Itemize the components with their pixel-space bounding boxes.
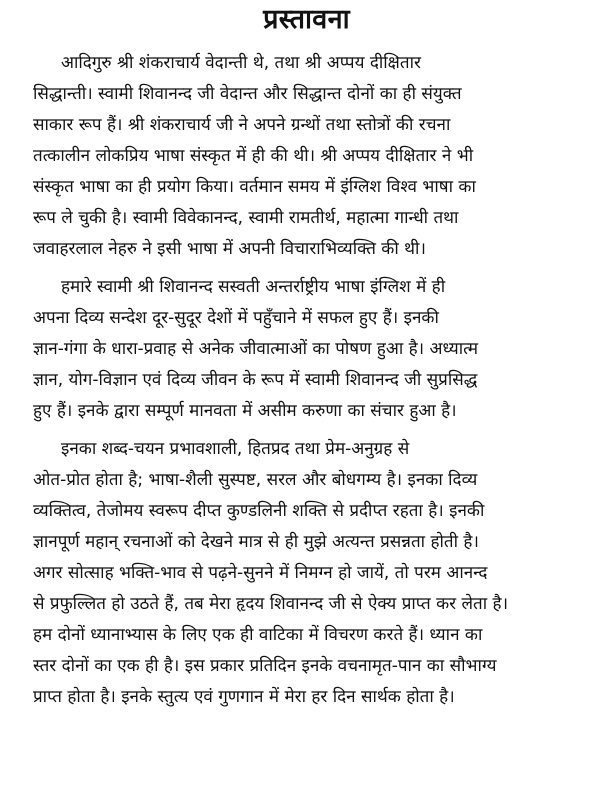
text-line: आदिगुरु श्री शंकराचार्य वेदान्ती थे, तथा श्री अप्पय दीक्षितार	[61, 53, 421, 73]
text-line: ज्ञान-गंगा के धारा-प्रवाह से अनेक जीवात्माओं का पोषण हुआ है। अध्यात्म	[33, 339, 479, 359]
text-line: से प्रफुल्लित हो उठते हैं, तब मेरा हृदय शिवानन्द जी से ऐक्य प्राप्त कर लेता है।	[33, 594, 509, 614]
paragraph-3	[33, 434, 580, 713]
text-line: अगर सोत्साह भक्ति-भाव से पढ़ने-सुनने में निमग्न हो जायें, तो परम आनन्द	[33, 563, 488, 583]
text-line: हमारे स्वामी श्री शिवानन्द सस्वती अन्तर्राष्ट्रीय भाषा इंग्लिश में ही	[61, 277, 446, 297]
text-line: हम दोनों ध्यानाभ्यास के लिए एक ही वाटिका में विचरण करते हैं। ध्यान का	[33, 625, 483, 645]
text-line: संस्कृत भाषा का ही प्रयोग किया। वर्तमान समय में इंग्लिश विश्व भाषा का	[33, 177, 476, 197]
text-line: तत्कालीन लोकप्रिय भाषा संस्कृत में ही की थी। श्री अप्पय दीक्षितार ने भी	[33, 146, 474, 166]
text-line: जवाहरलाल नेहरु ने इसी भाषा में अपनी विचाराभिव्यक्ति की थी।	[33, 239, 426, 259]
text-line: ज्ञान, योग-विज्ञान एवं दिव्य जीवन के रूप में स्वामी शिवानन्द जी सुप्रसिद्ध	[33, 370, 478, 390]
text-line: हुए हैं। इनके द्वारा सम्पूर्ण मानवता में असीम करुणा का संचार हुआ है।	[33, 401, 457, 421]
paragraph-2	[33, 272, 580, 427]
page-title: प्रस्तावना	[263, 4, 350, 35]
text-line: इनका शब्द-चयन प्रभावशाली, हितप्रद तथा प्रेम-अनुग्रह से	[61, 439, 410, 459]
text-line: प्राप्त होता है। इनके स्तुत्य एवं गुणगान में मेरा हर दिन सार्थक होता है।	[33, 687, 455, 707]
paragraph-1	[33, 48, 580, 265]
text-line: ओत-प्रोत होता है; भाषा-शैली सुस्पष्ट, सरल और बोधगम्य है। इनका दिव्य	[33, 470, 478, 490]
text-line: सिद्धान्ती। स्वामी शिवानन्द जी वेदान्त और सिद्धान्त दोनों का ही संयुक्त	[33, 84, 462, 104]
text-line: ज्ञानपूर्ण महान् रचनाओं को देखने मात्र से ही मुझे अत्यन्त प्रसन्नता होती है।	[33, 532, 479, 552]
text-line: अपना दिव्य सन्देश दूर-सुदूर देशों में पहुँचाने में सफल हुए हैं। इनकी	[33, 308, 439, 328]
text-line: साकार रूप हैं। श्री शंकराचार्य जी ने अपने ग्रन्थों तथा स्तोत्रों की रचना	[33, 115, 451, 135]
text-line: व्यक्तित्व, तेजोमय स्वरूप दीप्त कुण्डलिनी शक्ति से प्रदीप्त रहता है। इनकी	[33, 501, 485, 521]
text-line: रूप ले चुकी है। स्वामी विवेकानन्द, स्वामी रामतीर्थ, महात्मा गान्धी तथा	[33, 208, 459, 228]
text-line: स्तर दोनों का एक ही है। इस प्रकार प्रतिदिन इनके वचनामृत-पान का सौभाग्य	[33, 656, 497, 676]
